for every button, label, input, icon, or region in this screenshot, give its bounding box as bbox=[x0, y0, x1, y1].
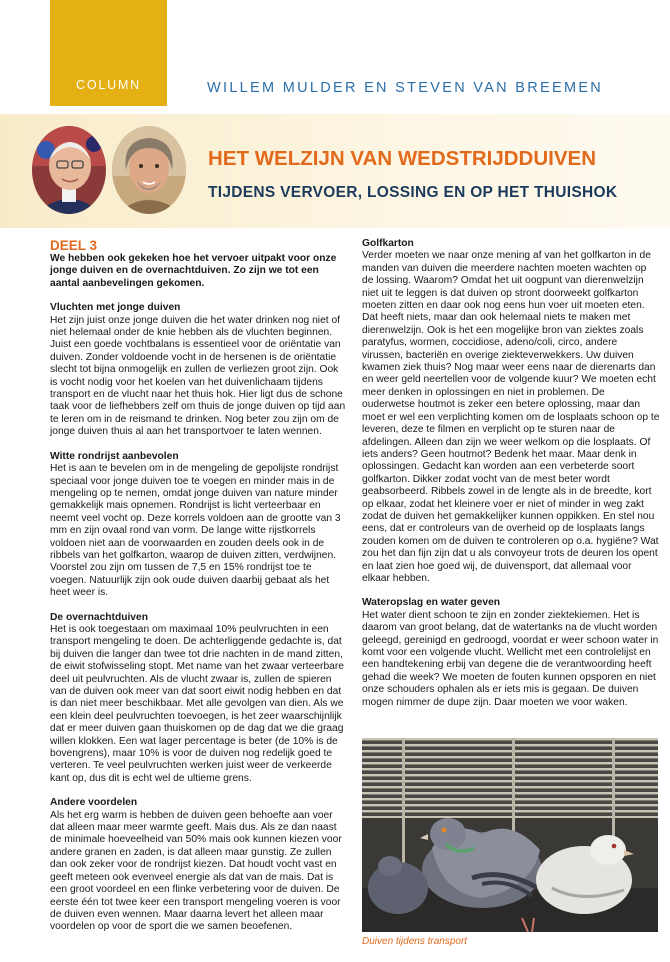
photo-caption: Duiven tijdens transport bbox=[362, 936, 468, 947]
left-column bbox=[50, 238, 348, 934]
authors-byline: WILLEM MULDER EN STEVEN VAN BREEMEN bbox=[207, 80, 604, 96]
article-subtitle: TIJDENS VERVOER, LOSSING EN OP HET THUISHOK bbox=[208, 184, 618, 201]
author-photo-steven-van-breemen bbox=[112, 126, 186, 214]
section-heading: De overnachtduiven bbox=[50, 611, 148, 623]
section-body: Het is ook toegestaan om maximaal 10% peulvruchten in een transport mengeling te doen. De achterliggende gedachte is, dat bij duiven die langer dan twee tot drie nachten in de mand zitten, de eiwit stofwisseling stopt. Met name van het zwaar verteerbare deel uit peulvruchten. Als de vlucht zwaar is, zullen de spieren van de duiven ook meer van dat soort eiwit nodig hebben en dat is dan niet meer beschikbaar. Met alle gevolgen van dien. Als we een klein deel peulvruchten toevoegen, is het zeer waarschijnlijk dat er meer duiven gaan thuiskomen op de dag dat we die graag willen klokken. Een wat lager percentage is beter (de 10% is de bovengrens), maar 10% is voor de duiven nog redelijk goed te verteren. Te veel peulvruchten werken juist weer de verkeerde kant op, dus dit is echt wel de ultieme grens. bbox=[50, 623, 344, 784]
section-body: Het is aan te bevelen om in de mengeling de gepolijste rondrijst speciaal voor jonge duiven toe te voegen en minder mais in de mengeling op te nemen, omdat jonge duiven van nature minder gemakkelijk mais opnemen. Rondrijst is licht verteerbaar en neemt veel vocht op. Deze korrels voldoen aan de grootte van 3 mm en zijn ovaal rond van vorm. De lange witte rijstkorrels voldoen niet aan de voorwaarden en zouden deels ook in de ribbels van het golfkarton, waarop de duiven zitten, verdwijnen. Voorstel zou zijn om tussen de 7,5 en 15% rondrijst toe te voegen. Natuurlijk zijn ook oude duiven daarbij gebaat als het heet weer is. bbox=[50, 463, 341, 599]
article-title: HET WELZIJN VAN WEDSTRIJDDUIVEN bbox=[208, 147, 596, 170]
section-heading: Golfkarton bbox=[362, 238, 414, 249]
section-heading: Vluchten met jonge duiven bbox=[50, 302, 181, 314]
section-heading: Witte rondrijst aanbevolen bbox=[50, 450, 179, 462]
column-label: COLUMN bbox=[76, 78, 141, 92]
section-body: Verder moeten we naar onze mening af van het golfkarton in de manden van duiven die meerdere nachten moeten wachten op de lossing. Waarom? Omdat het uit oogpunt van dierenwelzijn niet uit te leggen is dat duiven op stront doorweekt golfkarton moeten zitten en daar ook nog eens hun voer uit moeten eten. Dat heeft niets, maar dan ook helemaal niets te maken met dierenwelzijn. Ook is het een mogelijke bron van ziektes zoals paratyfus, wormen, coccidiose, adeno/coli, circo, andere virussen, bacteriën en overige ziekteverwekkers. Uw duiven kwamen ziek thuis? Nog maar weer eens naar de dierenarts dan en weer geld neertellen voor de volgende kuur? We moeten echt meer denken in oplossingen en niet in problemen. De ouderwetse houtmot is zeker een betere oplossing, maar dan moet er wel een verplichting komen om de losplaats schoon op te leveren, deze te filmen en verplicht op te sturen naar de afdelingen. Alleen dan zijn we weer welkom op die losplaats. Of iets anders? Geen houtmot? Bedenk het maar. Maar denk in oplossingen. Gedacht kan worden aan een verbeterde soort golfkarton. Dikker zodat vocht van de mest beter wordt geabsorbeerd. Ribbels zowel in de lengte als in de breedte, kort op elkaar, zodat het kleinere voer er niet of minder in weg zakt zodat de duiven het gemakkelijker kunnen oppikken. En stel nou eens, dat er controleurs van de overheid op de losplaats langs zouden komen om de duiven te controleren op o.a. hygiëne? Wat zou het dan fijn zijn dat u als convoyeur trots de deuren los opent en laat zien hoe goed wij, de duivensport, dat allemaal voor elkaar hebben. bbox=[362, 250, 660, 584]
section-heading: Wateropslag en water geven bbox=[362, 597, 501, 609]
section-body: Het water dient schoon te zijn en zonder ziektekiemen. Het is daarom van groot belang, dat de watertanks na de vlucht worden geleegd, gereinigd en gedroogd, voordat er weer schoon water in komt voor een volgende vlucht. Wellicht met een controlelijst en een handtekening erbij van degene die de verantwoording heeft gehad die week? We moeten de fouten kunnen opsporen en niet onze schouders ophalen als er iets mis is gegaan. De duiven mogen nimmer de dupe zijn. Daar moeten we voor waken. bbox=[362, 609, 659, 708]
transport-photo bbox=[362, 738, 658, 932]
intro-paragraph: We hebben ook gekeken hoe het vervoer uitpakt voor onze jonge duiven en de overnachtduiven. Zo zijn we tot een aantal aanbevelingen gekomen. bbox=[50, 253, 337, 289]
author-photo-willem-mulder bbox=[32, 126, 106, 214]
section-heading: Andere voordelen bbox=[50, 797, 138, 809]
right-column bbox=[362, 238, 660, 709]
section-body: Het zijn juist onze jonge duiven die het water drinken nog niet of niet helemaal onder de knie hebben als de vluchten beginnen. Juist een goede vochtbalans is essentieel voor de oriëntatie van duiven. Zonder voldoende vocht in de hersenen is de oriëntatie slecht tot bijna onmogelijk en zullen de verliezen groot zijn. Ook is vocht nodig voor het koelen van het duivenlichaam tijdens transport en de vlucht naar het thuis hok. Hier ligt dus de schone taak voor de liefhebbers zelf om thuis de jonge duiven op tijd aan te leren om in de reismand te drinken. Nog beter zou zijn om de jonge duiven thuis al aan het transportvoer te laten wennen. bbox=[50, 314, 346, 438]
part-label: DEEL 3 bbox=[50, 238, 98, 253]
section-body: Als het erg warm is hebben de duiven geen behoefte aan voer dat alleen maar meer warmte geeft. Mais dus. Als ze dan naast de minimale hoeveelheid van 50% mais ook kunnen kiezen voor andere granen en zaden, is dat alleen maar gunstig. Ze zullen dan ook zeker voor de rondrijst kiezen. Dat houdt vocht vast en geeft meteen ook evenveel energie als dat van de mais. Dat is een groot voordeel en een flinke verbetering voor de duiven. De eerste één tot twee keer een transport mengeling voeren is voor de duiven even wennen. Maar daarna levert het alleen maar voordelen op voor de sport die we samen beoefenen. bbox=[50, 809, 342, 933]
